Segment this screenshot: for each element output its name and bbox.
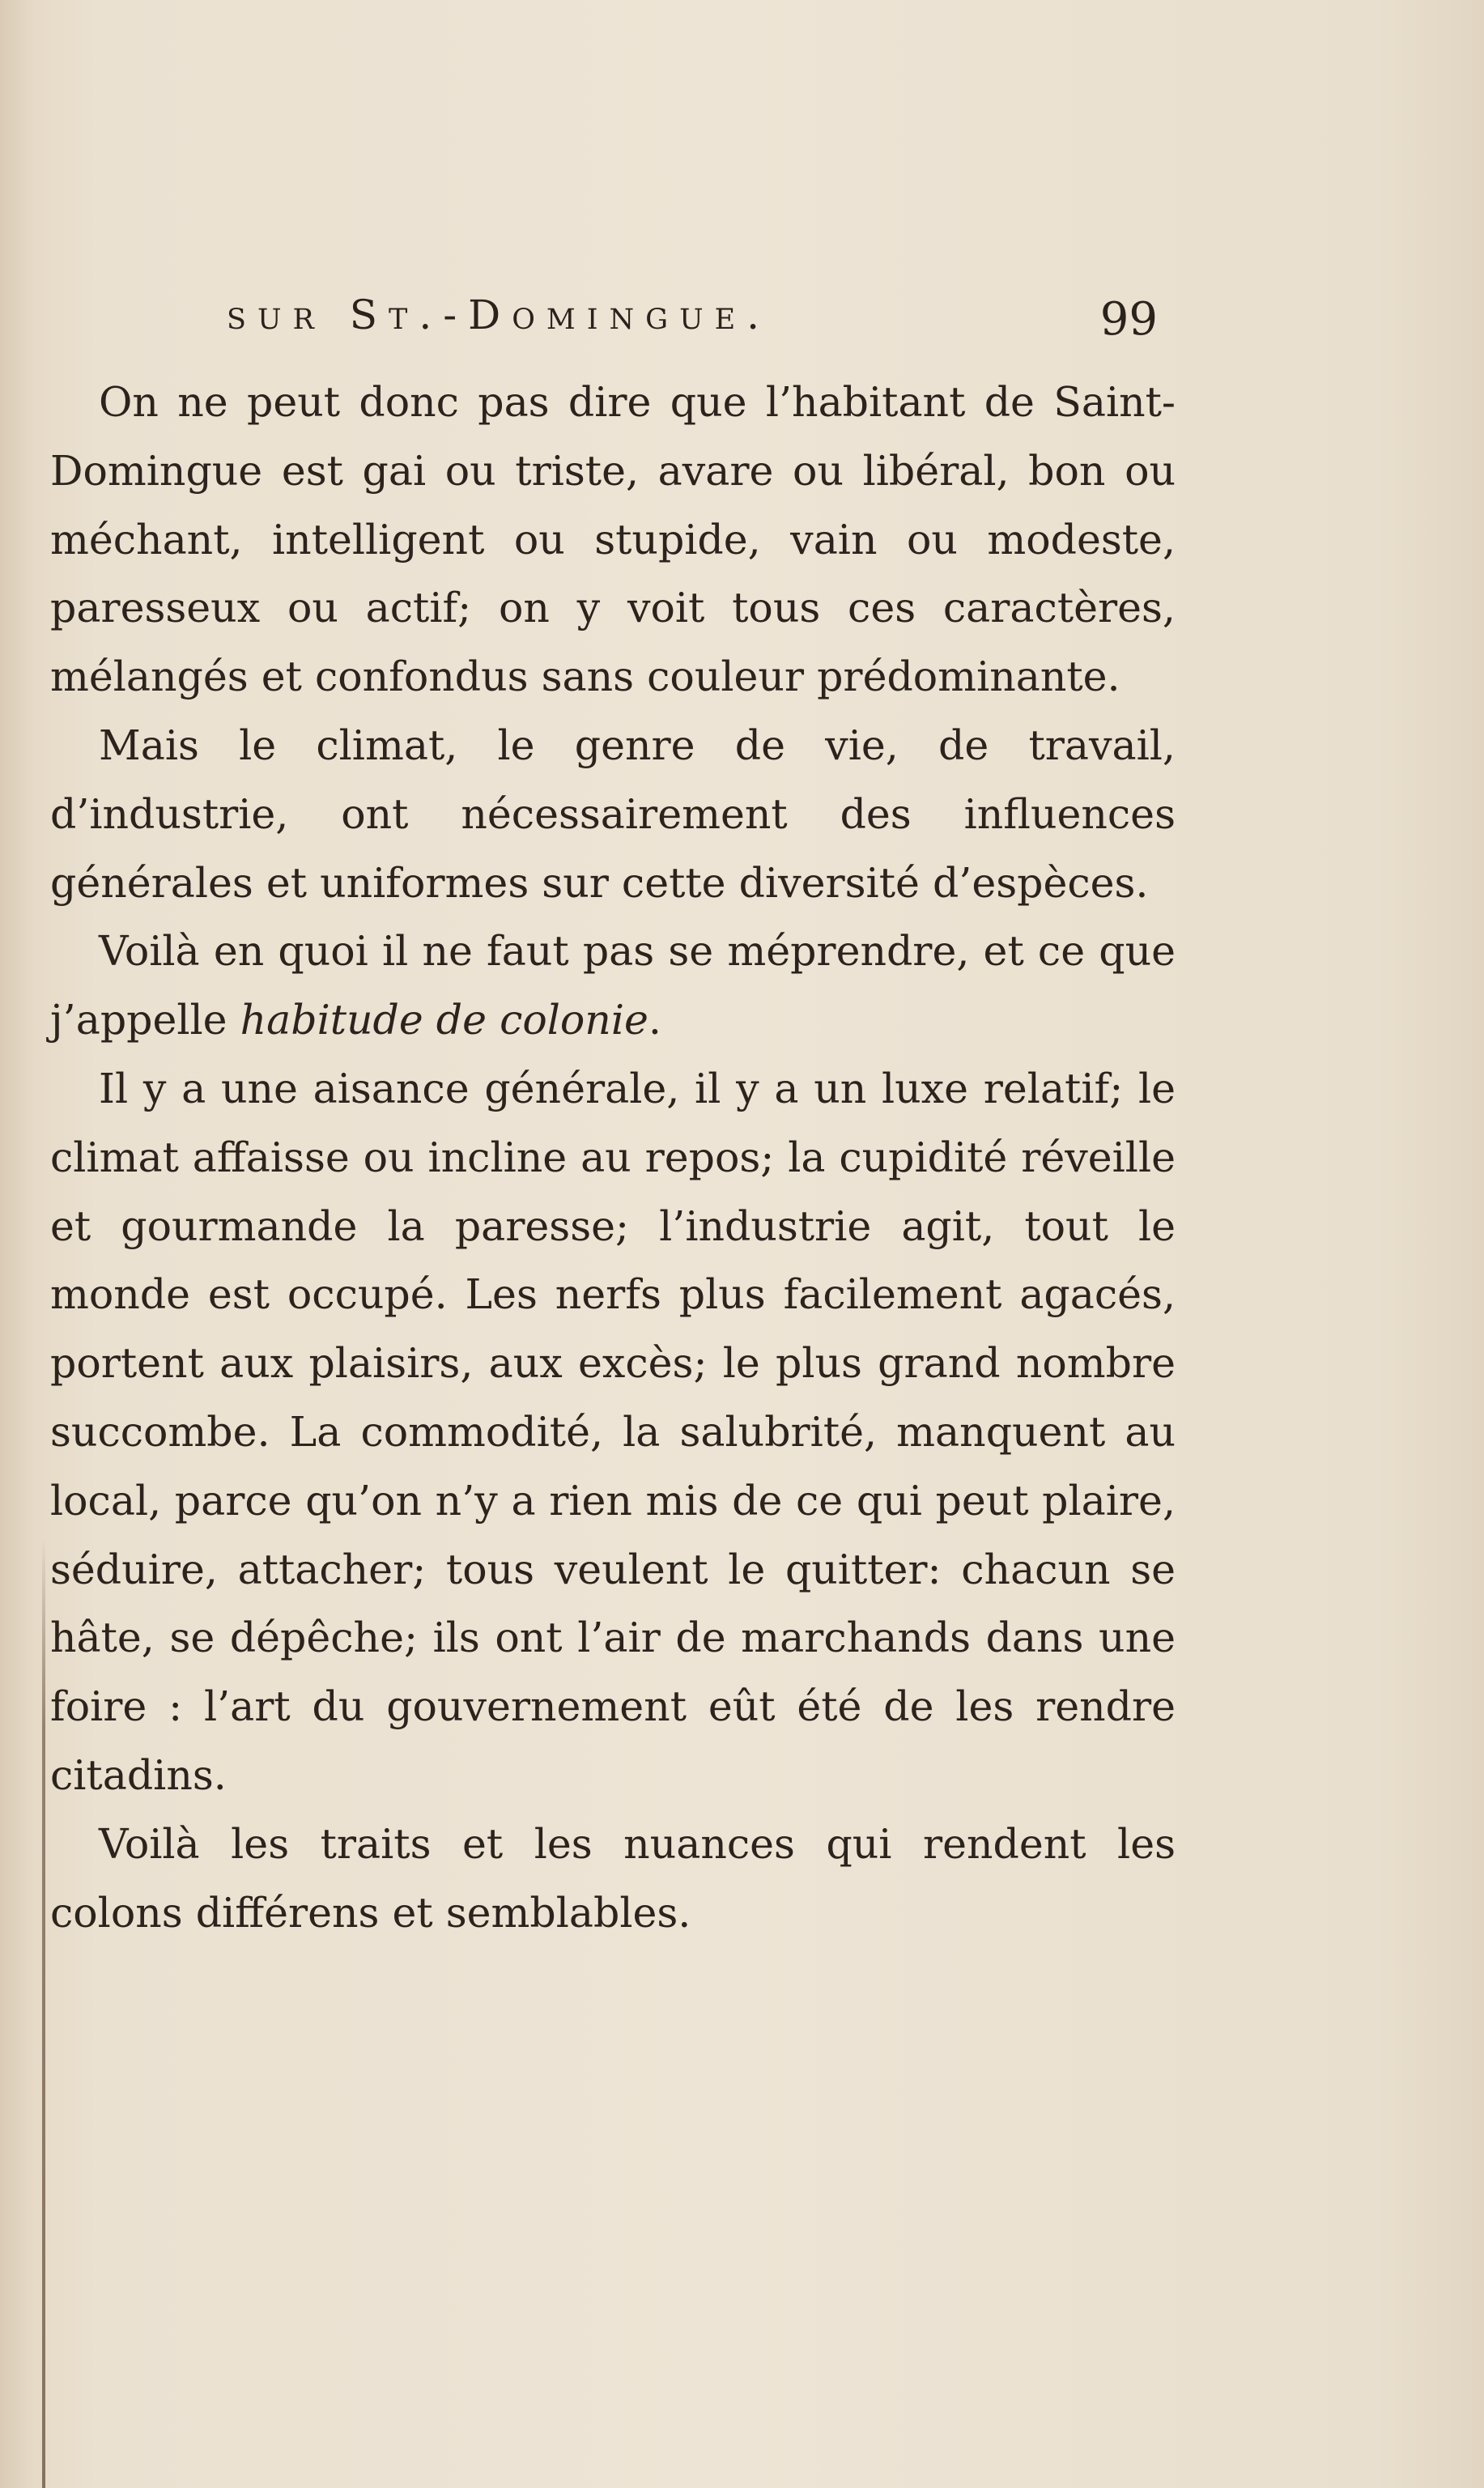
running-head: sur St.-Dominguе.	[227, 291, 772, 338]
paragraph-1: On ne peut donc pas dire que l’habitant de Saint-Domingue est gai ou triste, avare ou libéral, bon ou méchant, intelligent ou stupide, vain ou modeste, paresseux ou actif; on y voit tous ces caractères, mélangés et confondus sans couleur prédominante.	[50, 378, 1176, 701]
paragraph-2: Mais le climat, le genre de vie, de travail, d’industrie, ont nécessairement des influences générales et uniformes sur cette diversité d’espèces.	[50, 721, 1176, 907]
paragraph-4: Il y a une aisance générale, il y a un luxe relatif; le climat affaisse ou incline au repos; la cupidité réveille et gourmande la paresse; l’industrie agit, tout le monde est occupé. Les nerfs plus facilement agacés, portent aux plaisirs, aux excès; le plus grand nombre succombe. La commodité, la salubrité, manquent au local, parce qu’on n’y a rien mis de ce qui peut plaire, séduire, attacher; tous veulent le quitter: chacun se hâte, se dépêche; ils ont l’air de marchands dans une foire : l’art du gouvernement eût été de les rendre citadins.	[50, 1064, 1176, 1799]
page-gutter-shadow	[42, 1538, 45, 2488]
italic-term: habitude de colonie	[240, 996, 648, 1044]
paragraph-3	[50, 917, 1176, 1055]
page-number: 99	[1099, 293, 1158, 346]
paragraph-3-text: Voilà en quoi il ne faut pas se méprendre, et ce que j’appelle	[50, 927, 1176, 1044]
page-header	[227, 291, 1158, 348]
paragraph-5: Voilà les traits et les nuances qui rendent les colons différens et semblables.	[50, 1819, 1176, 1937]
paragraph-3-end: .	[648, 996, 661, 1044]
body-text	[50, 368, 1176, 1947]
